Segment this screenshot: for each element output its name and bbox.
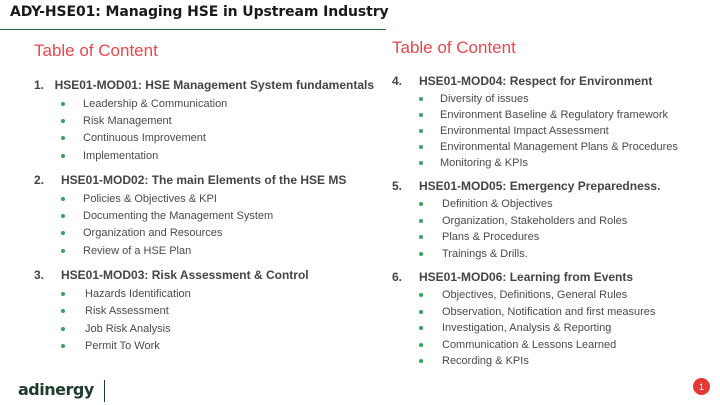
module-title: HSE01-MOD04: Respect for Environment [419,74,653,88]
module-5 [392,179,718,262]
item-label: Environment Baseline & Regulatory framework [440,109,669,121]
module-3 [34,268,374,354]
page-number-badge: 1 [693,378,710,395]
list-item [392,337,718,354]
item-label: Observation, Notification and first measures [442,305,656,318]
module-number: 3. [34,268,45,283]
module-title: HSE01-MOD02: The main Elements of the HSE MS [61,173,347,188]
bullet-icon [419,97,423,101]
list-item [34,190,374,207]
module-title: HSE01-MOD03: Risk Assessment & Control [61,268,309,283]
item-label: Trainings & Drills. [442,247,528,260]
item-label: Communication & Lessons Learned [442,338,617,351]
item-label: Leadership & Communication [83,97,228,110]
list-item [392,123,718,139]
item-label: Investigation, Analysis & Reporting [442,322,612,335]
bullet-icon [419,219,423,223]
bullet-icon [419,113,423,117]
bullet-icon [419,129,423,133]
bullet-icon [419,326,423,330]
bullet-icon [61,292,65,296]
bullet-icon [419,310,423,314]
logo-divider [104,380,105,402]
module-title: HSE01-MOD01: HSE Management System fundamentals [54,78,374,92]
list-item [392,304,718,321]
list-item [34,337,374,354]
bullet-icon [419,235,423,239]
bullet-icon [61,344,65,348]
list-item [392,91,718,107]
item-label: Continuous Improvement [83,132,206,145]
bullet-icon [61,309,65,313]
list-item [392,196,718,213]
list-item [392,155,718,171]
adinergy-logo [18,380,94,399]
toc-title-right: Table of Content [392,38,516,57]
item-label: Diversity of issues [440,93,529,105]
bullet-icon [61,119,65,123]
bullet-icon [61,102,65,106]
module-number: 5. [392,179,403,193]
list-item [392,229,718,246]
list-item [392,287,718,304]
list-item [392,213,718,230]
bullet-icon [61,197,65,201]
item-label: Documenting the Management System [83,210,274,223]
logo-text: adinergy [18,380,94,399]
bullet-icon [61,136,65,140]
list-item [392,139,718,155]
item-label: Risk Assessment [85,305,169,318]
toc-column-left [34,78,374,355]
list-item [34,147,374,164]
item-label: Environmental Impact Assessment [440,125,609,137]
module-2 [34,173,374,259]
bullet-icon [61,214,65,218]
item-label: Review of a HSE Plan [83,244,192,257]
list-item [34,320,374,337]
module-1 [34,78,374,164]
item-label: Organization, Stakeholders and Roles [442,214,628,227]
bullet-icon [419,359,423,363]
module-title: HSE01-MOD05: Emergency Preparedness. [419,179,661,193]
list-item [34,207,374,224]
module-number: 2. [34,173,45,188]
header-divider [0,29,386,30]
bullet-icon [419,161,423,165]
bullet-icon [419,252,423,256]
module-4 [392,74,718,171]
module-title: HSE01-MOD06: Learning from Events [419,270,634,284]
item-label: Policies & Objectives & KPI [83,192,217,205]
list-item [392,353,718,370]
item-label: Risk Management [83,114,172,127]
list-item [34,130,374,147]
item-label: Monitoring & KPIs [440,157,529,169]
bullet-icon [419,343,423,347]
bullet-icon [419,293,423,297]
bullet-icon [61,327,65,331]
bullet-icon [61,249,65,253]
module-number: 4. [392,74,403,88]
list-item [34,225,374,242]
item-label: Implementation [83,149,159,162]
list-item [392,320,718,337]
item-label: Objectives, Definitions, General Rules [442,289,628,302]
toc-title-left: Table of Content [34,41,158,60]
bullet-icon [61,231,65,235]
item-label: Hazards Identification [85,288,191,301]
page-header-title: ADY-HSE01: Managing HSE in Upstream Industry [10,4,389,20]
item-label: Recording & KPIs [442,355,529,368]
bullet-icon [419,202,423,206]
bullet-icon [419,145,423,149]
list-item [34,112,374,129]
item-label: Definition & Objectives [442,198,553,211]
item-label: Permit To Work [85,339,160,352]
list-item [34,303,374,320]
item-label: Organization and Resources [83,227,223,240]
bullet-icon [61,154,65,158]
item-label: Environmental Management Plans & Procedures [440,141,678,153]
module-number: 1. [34,78,45,92]
list-item [392,246,718,263]
module-6 [392,270,718,370]
list-item [392,107,718,123]
list-item [34,242,374,259]
list-item [34,95,374,112]
toc-column-right [392,74,718,370]
module-number: 6. [392,270,403,284]
list-item [34,285,374,302]
item-label: Plans & Procedures [442,231,540,244]
item-label: Job Risk Analysis [85,322,171,335]
